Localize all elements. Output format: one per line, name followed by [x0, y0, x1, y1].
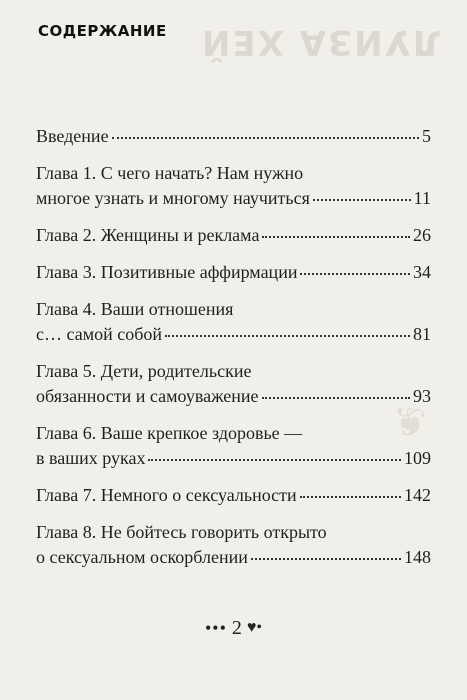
page-number: 2: [231, 616, 242, 639]
toc-entry-title: Глава 8. Не бойтесь говорить открыто: [36, 522, 327, 542]
toc-entry-chapter-4[interactable]: [36, 297, 431, 347]
toc-entry-title: Глава 5. Дети, родительские: [36, 361, 252, 381]
toc-page-number: 11: [413, 188, 431, 208]
toc-dot-leader: [148, 459, 401, 461]
toc-page-number: 81: [413, 324, 431, 344]
toc-dot-leader: [313, 199, 411, 201]
page-footer: [0, 616, 467, 640]
toc-page-number: 5: [422, 126, 431, 146]
toc-entry-chapter-2[interactable]: [36, 223, 431, 248]
reverse-side-bleed-ornament-icon: ❦: [393, 400, 427, 446]
toc-entry-introduction[interactable]: [36, 124, 431, 149]
toc-entry-title-continued: с… самой собой: [36, 324, 162, 344]
toc-page-number: 34: [413, 262, 431, 282]
reverse-side-bleed-title: ЛУИЗА ХЕЙ: [199, 22, 441, 62]
toc-dot-leader: [165, 335, 410, 337]
toc-entry-chapter-1[interactable]: [36, 161, 431, 211]
toc-dot-leader: [300, 273, 410, 275]
table-of-contents: [36, 124, 431, 570]
toc-entry-title-continued: многое узнать и многому научиться: [36, 188, 310, 208]
toc-entry-title-continued: обязанности и самоуважение: [36, 386, 259, 406]
running-header: СОДЕРЖАНИЕ: [38, 22, 167, 40]
toc-entry-title: Глава 3. Позитивные аффирмации: [36, 262, 298, 282]
heart-ornament-icon: ♥•: [246, 619, 262, 637]
toc-entry-chapter-8[interactable]: [36, 520, 431, 570]
toc-page-number: 148: [404, 547, 431, 567]
toc-entry-chapter-3[interactable]: [36, 260, 431, 285]
toc-page-number: 142: [404, 485, 431, 505]
toc-entry-title: Введение: [36, 126, 109, 146]
toc-entry-chapter-5[interactable]: [36, 359, 431, 409]
toc-dot-leader: [251, 558, 401, 560]
toc-page-number: 26: [413, 225, 431, 245]
toc-dot-leader: [262, 236, 410, 238]
toc-dot-leader: [112, 137, 419, 139]
dots-ornament-icon: •••: [204, 617, 227, 638]
toc-entry-title-continued: о сексуальном оскорблении: [36, 547, 248, 567]
toc-dot-leader: [300, 496, 401, 498]
toc-entry-title: Глава 6. Ваше крепкое здоровье —: [36, 423, 303, 443]
toc-page-number: 93: [413, 386, 431, 406]
toc-entry-title: Глава 7. Немного о сексуальности: [36, 485, 297, 505]
toc-entry-title: Глава 4. Ваши отношения: [36, 299, 234, 319]
toc-dot-leader: [262, 397, 410, 399]
toc-entry-title: Глава 1. С чего начать? Нам нужно: [36, 163, 304, 183]
toc-entry-title: Глава 2. Женщины и реклама: [36, 225, 260, 245]
toc-entry-chapter-6[interactable]: [36, 421, 431, 471]
toc-entry-chapter-7[interactable]: [36, 483, 431, 508]
toc-entry-title-continued: в ваших руках: [36, 448, 146, 468]
toc-page-number: 109: [404, 448, 431, 468]
